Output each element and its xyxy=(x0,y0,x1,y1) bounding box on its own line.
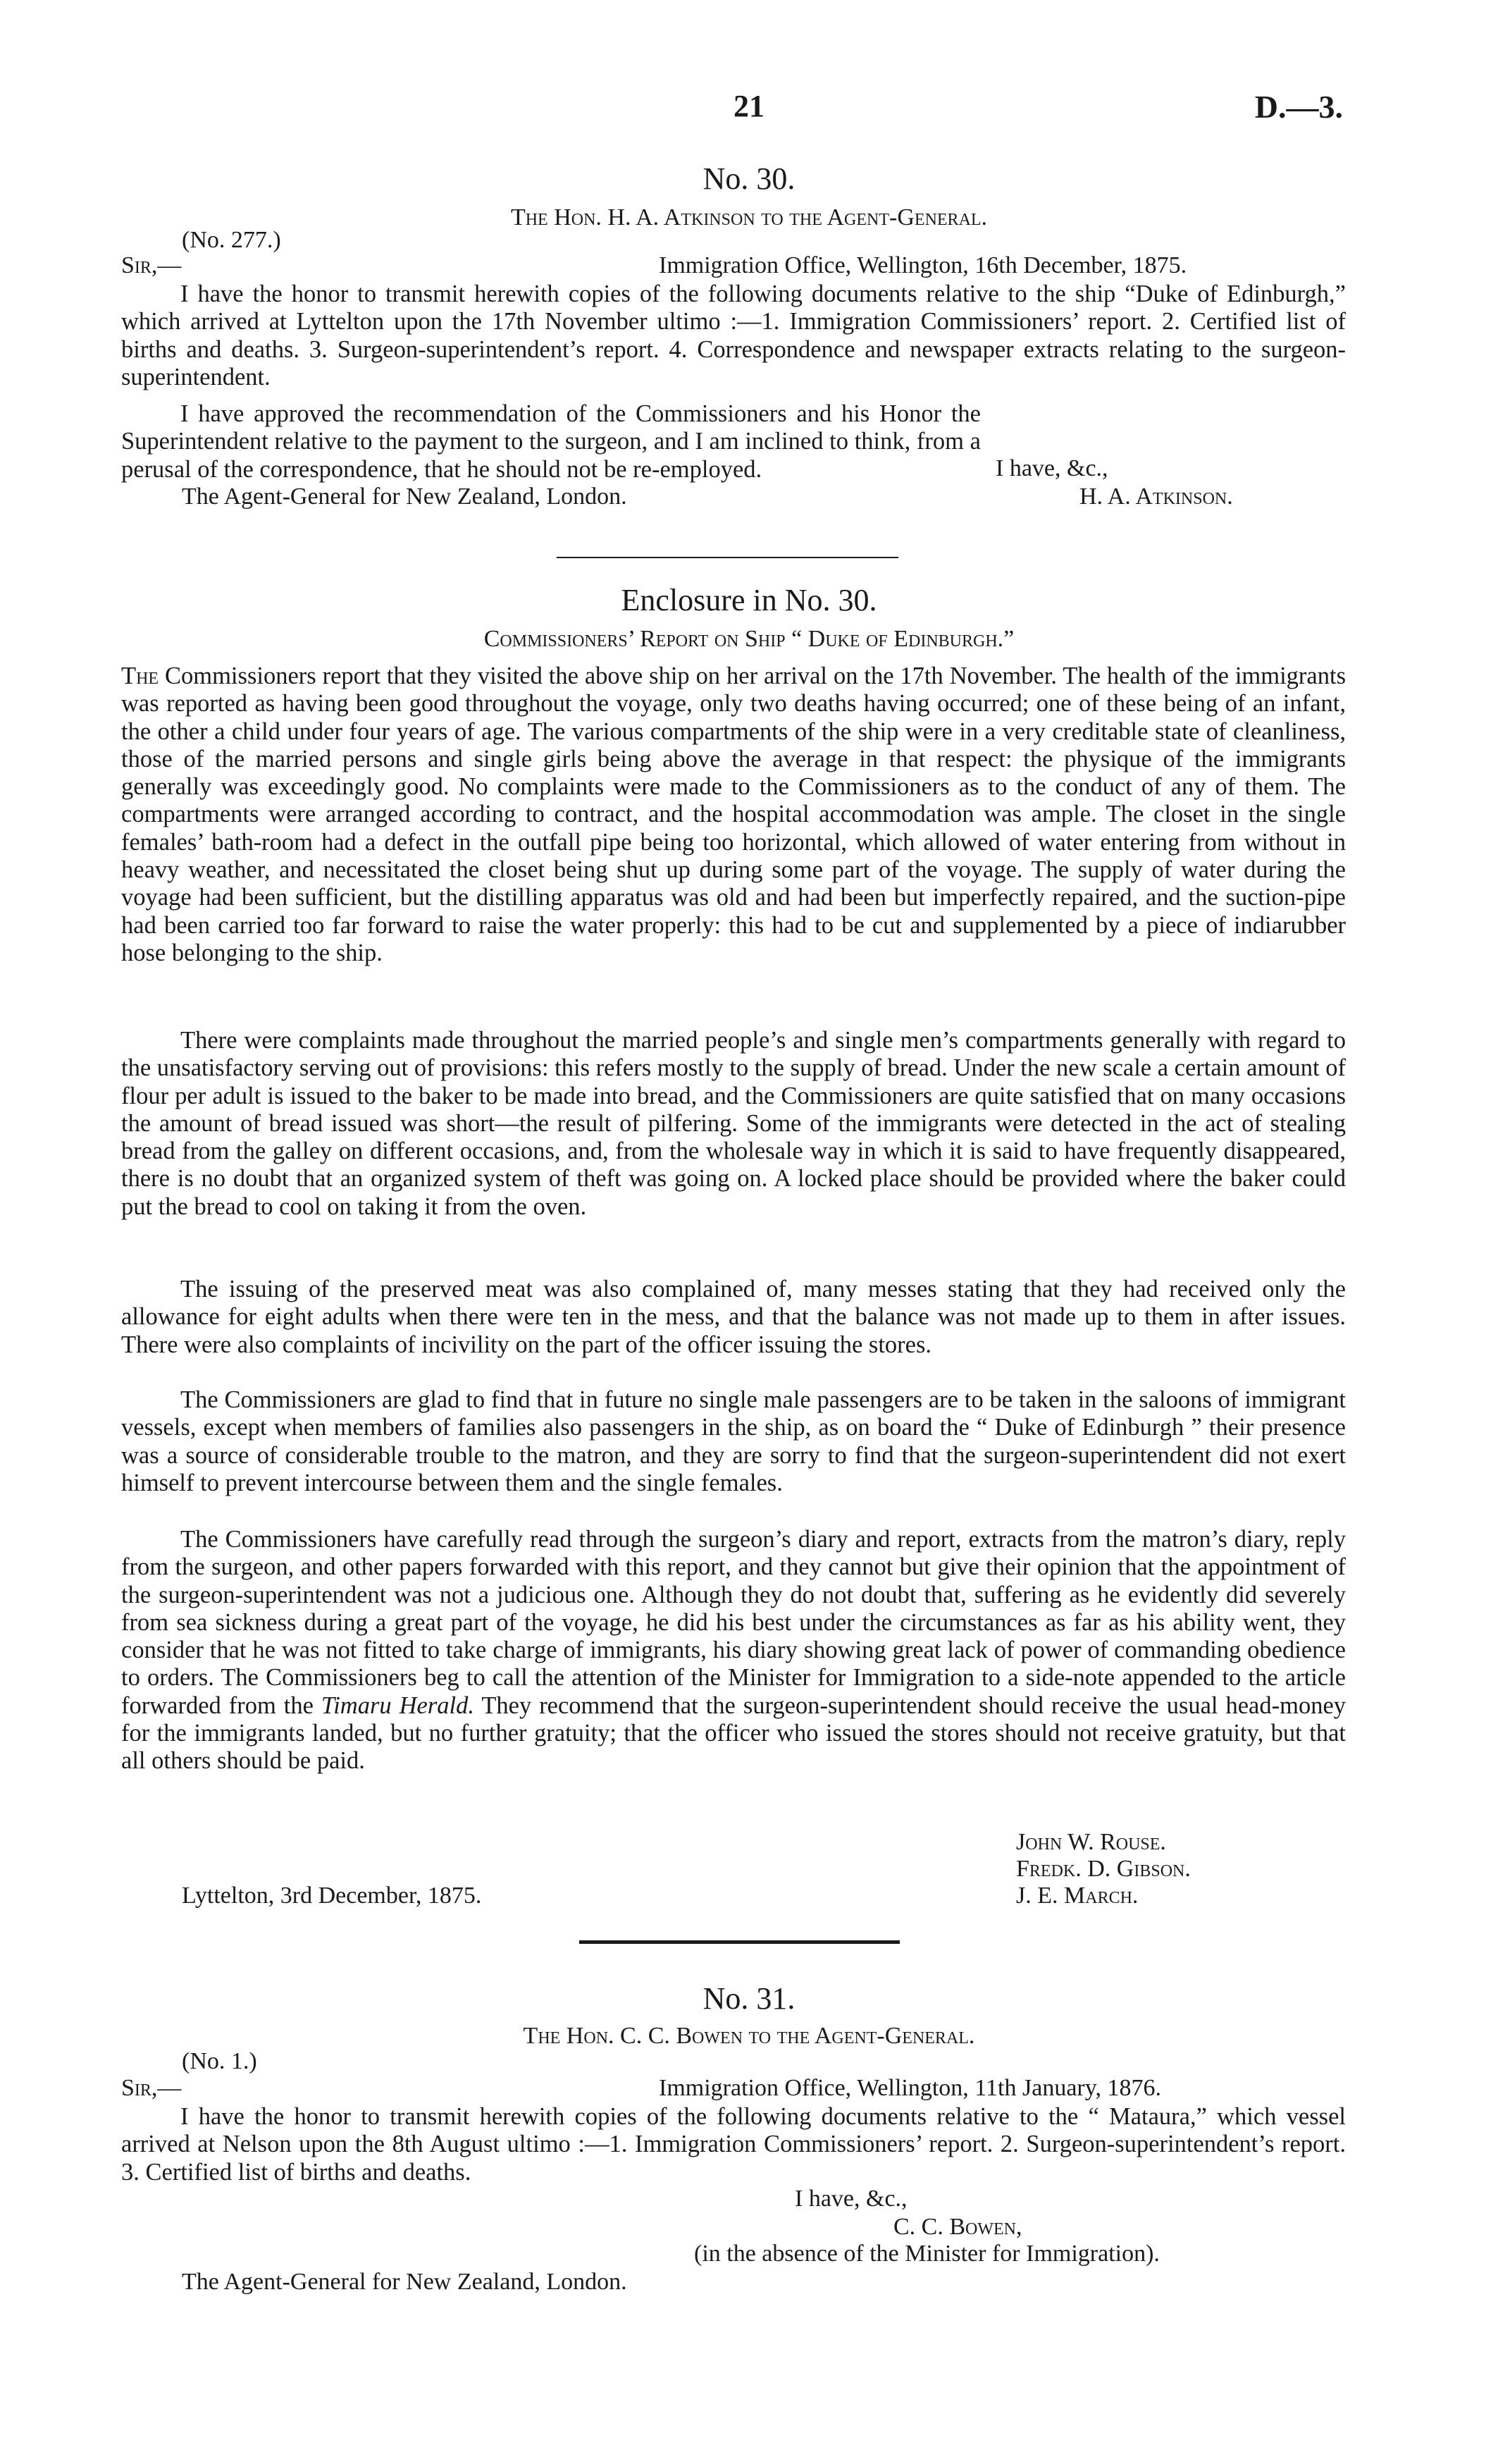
enclosure-paragraph-1 xyxy=(121,663,1346,967)
signatory-1: John W. Rouse. xyxy=(1016,1829,1166,1855)
enclosure-paragraph-1-text: Commissioners report that they visited the above ship on her arrival on the 17th November. The health of the immigrants was reported as having been good throughout the voyage, only two deaths having occurred; one of these being of an infant, the other a child under four years of age. The various compartments of the ship were in a very creditable state of cleanliness, those of the married persons and single girls being above the average in that respect: the physique of the immigrants generally was exceedingly good. No complaints were made to the Commissioners as to the conduct of any of them. The compartments were arranged according to contract, and the hospital accommodation was ample. The closet in the single females’ bath-room had a defect in the outfall pipe being too horizontal, which allowed of water entering from without in heavy weather, and necessitated the closet being shut up during some part of the voyage. The supply of water during the voyage had been sufficient, but the distilling apparatus was old and had been but imperfectly repaired, and the suction-pipe had been carried too far forward to raise the water properly: this had to be cut and supplemented by a piece of indiarubber hose belonging to the ship. xyxy=(121,663,1346,966)
enclosure-paragraph-3: The issuing of the preserved meat was also complained of, many messes stating that they had received only the allowance for eight adults when there were ten in the mess, and that the balance was not made up to them in after issues. There were also complaints of incivility on the part of the officer issuing the stores. xyxy=(121,1276,1346,1358)
no30-subtitle: The Hon. H. A. Atkinson to the Agent-General. xyxy=(510,204,988,230)
no30-paragraph-2: I have approved the recommendation of the Commissioners and his Honor the Superintendent relative to the payment to the surgeon, and I am inclined to think, from a perusal of the correspondence, that he should not be re-employed. xyxy=(121,400,981,483)
no30-addressee: The Agent-General for New Zealand, London. xyxy=(182,483,627,510)
no30-paragraph-1: I have the honor to transmit herewith copies of the following documents relative to the ship “Duke of Edinburgh,” which arrived at Lyttelton upon the 17th November ultimo :—1. Immigration Commissioners’ report. 2. Certified list of births and deaths. 3. Surgeon-superintendent’s report. 4. Correspondence and newspaper extracts relating to the surgeon-superintendent. xyxy=(121,281,1346,390)
newspaper-title: Timaru Herald. xyxy=(321,1692,474,1719)
no30-closing: I have, &c., xyxy=(996,455,1108,481)
no31-closing: I have, &c., xyxy=(795,2186,908,2212)
dropcap: The xyxy=(121,663,159,689)
signatory-2: Fredk. D. Gibson. xyxy=(1016,1856,1191,1882)
no31-subtitle: The Hon. C. C. Bowen to the Agent-General. xyxy=(523,2023,975,2049)
no30-ref: (No. 277.) xyxy=(182,227,281,253)
page-number: 21 xyxy=(733,89,765,123)
no31-heading: No. 31. xyxy=(702,1981,796,2016)
no30-heading: No. 30. xyxy=(702,161,796,196)
signatory-3: J. E. March. xyxy=(1016,1883,1139,1909)
no31-addressee: The Agent-General for New Zealand, London. xyxy=(182,2269,627,2295)
no31-ref: (No. 1.) xyxy=(182,2048,257,2074)
enclosure-heading: Enclosure in No. 30. xyxy=(621,583,877,617)
enclosure-subtitle: Commissioners’ Report on Ship “ Duke of Edinburgh.” xyxy=(483,626,1015,652)
no31-signature-note: (in the absence of the Minister for Immigration). xyxy=(694,2241,1160,2267)
section-divider xyxy=(557,557,898,558)
no30-dateline: Immigration Office, Wellington, 16th December, 1875. xyxy=(659,252,1187,278)
enclosure-paragraph-5-text-a: The Commissioners have carefully read through the surgeon’s diary and report, extracts from the matron’s diary, reply from the surgeon, and other papers forwarded with this report, and they cannot but give their opinion that the appointment of the surgeon-superintendent was not a judicious one. Although they do not doubt that, suffering as he evidently did severely from sea sickness during a great part of the voyage, he did his best under the circumstances as far as his ability went, they consider that he was not fitted to take charge of immigrants, his diary showing great lack of power of commanding obedience to orders. The Commissioners beg to call the attention of the Minister for Immigration to a side-note appended to the article forwarded from the xyxy=(121,1526,1346,1719)
enclosure-paragraph-2: There were complaints made throughout the married people’s and single men’s compartments generally with regard to the unsatisfactory serving out of provisions: this refers mostly to the supply of bread. Under the new scale a certain amount of flour per adult is issued to the baker to be made into bread, and the Commissioners are quite satisfied that on many occasions the amount of bread issued was short—the result of pilfering. Some of the immigrants were detected in the act of stealing bread from the galley on different occasions, and, from the wholesale way in which it is said to have frequently disappeared, there is no doubt that an organized system of theft was going on. A locked place should be provided where the baker could put the bread to cool on taking it from the oven. xyxy=(121,1027,1346,1220)
no31-salutation: Sir,— xyxy=(121,2075,182,2101)
section-divider-bold xyxy=(579,1940,900,1944)
no30-salutation: Sir,— xyxy=(121,252,182,278)
no31-signature: C. C. Bowen, xyxy=(893,2214,1022,2240)
enclosure-paragraph-4: The Commissioners are glad to find that in future no single male passengers are to be taken in the saloons of immigrant vessels, except when members of families also passengers in the ship, as on board the “ Duke of Edinburgh ” their presence was a source of considerable trouble to the matron, and they are sorry to find that the surgeon-superintendent did not exert himself to prevent intercourse between them and the single females. xyxy=(121,1386,1346,1496)
enclosure-paragraph-5-text-b: They recommend that the surgeon-superintendent should receive the usual head-money for the immigrants landed, but no further gratuity; that the officer who issued the stores should not receive gratuity, but that all others should be paid. xyxy=(121,1692,1347,1775)
document-reference: D.—3. xyxy=(1254,89,1343,125)
no30-signature: H. A. Atkinson. xyxy=(1079,483,1233,510)
no31-paragraph-1: I have the honor to transmit herewith copies of the following documents relative to the “ Mataura,” which vessel arrived at Nelson upon the 8th August ultimo :—1. Immigration Commissioners’ report. 2. Surgeon-superintendent’s report. 3. Certified list of births and deaths. xyxy=(121,2103,1346,2186)
enclosure-paragraph-5 xyxy=(121,1526,1346,1775)
enclosure-place-date: Lyttelton, 3rd December, 1875. xyxy=(182,1883,482,1909)
no31-dateline: Immigration Office, Wellington, 11th January, 1876. xyxy=(659,2075,1162,2101)
